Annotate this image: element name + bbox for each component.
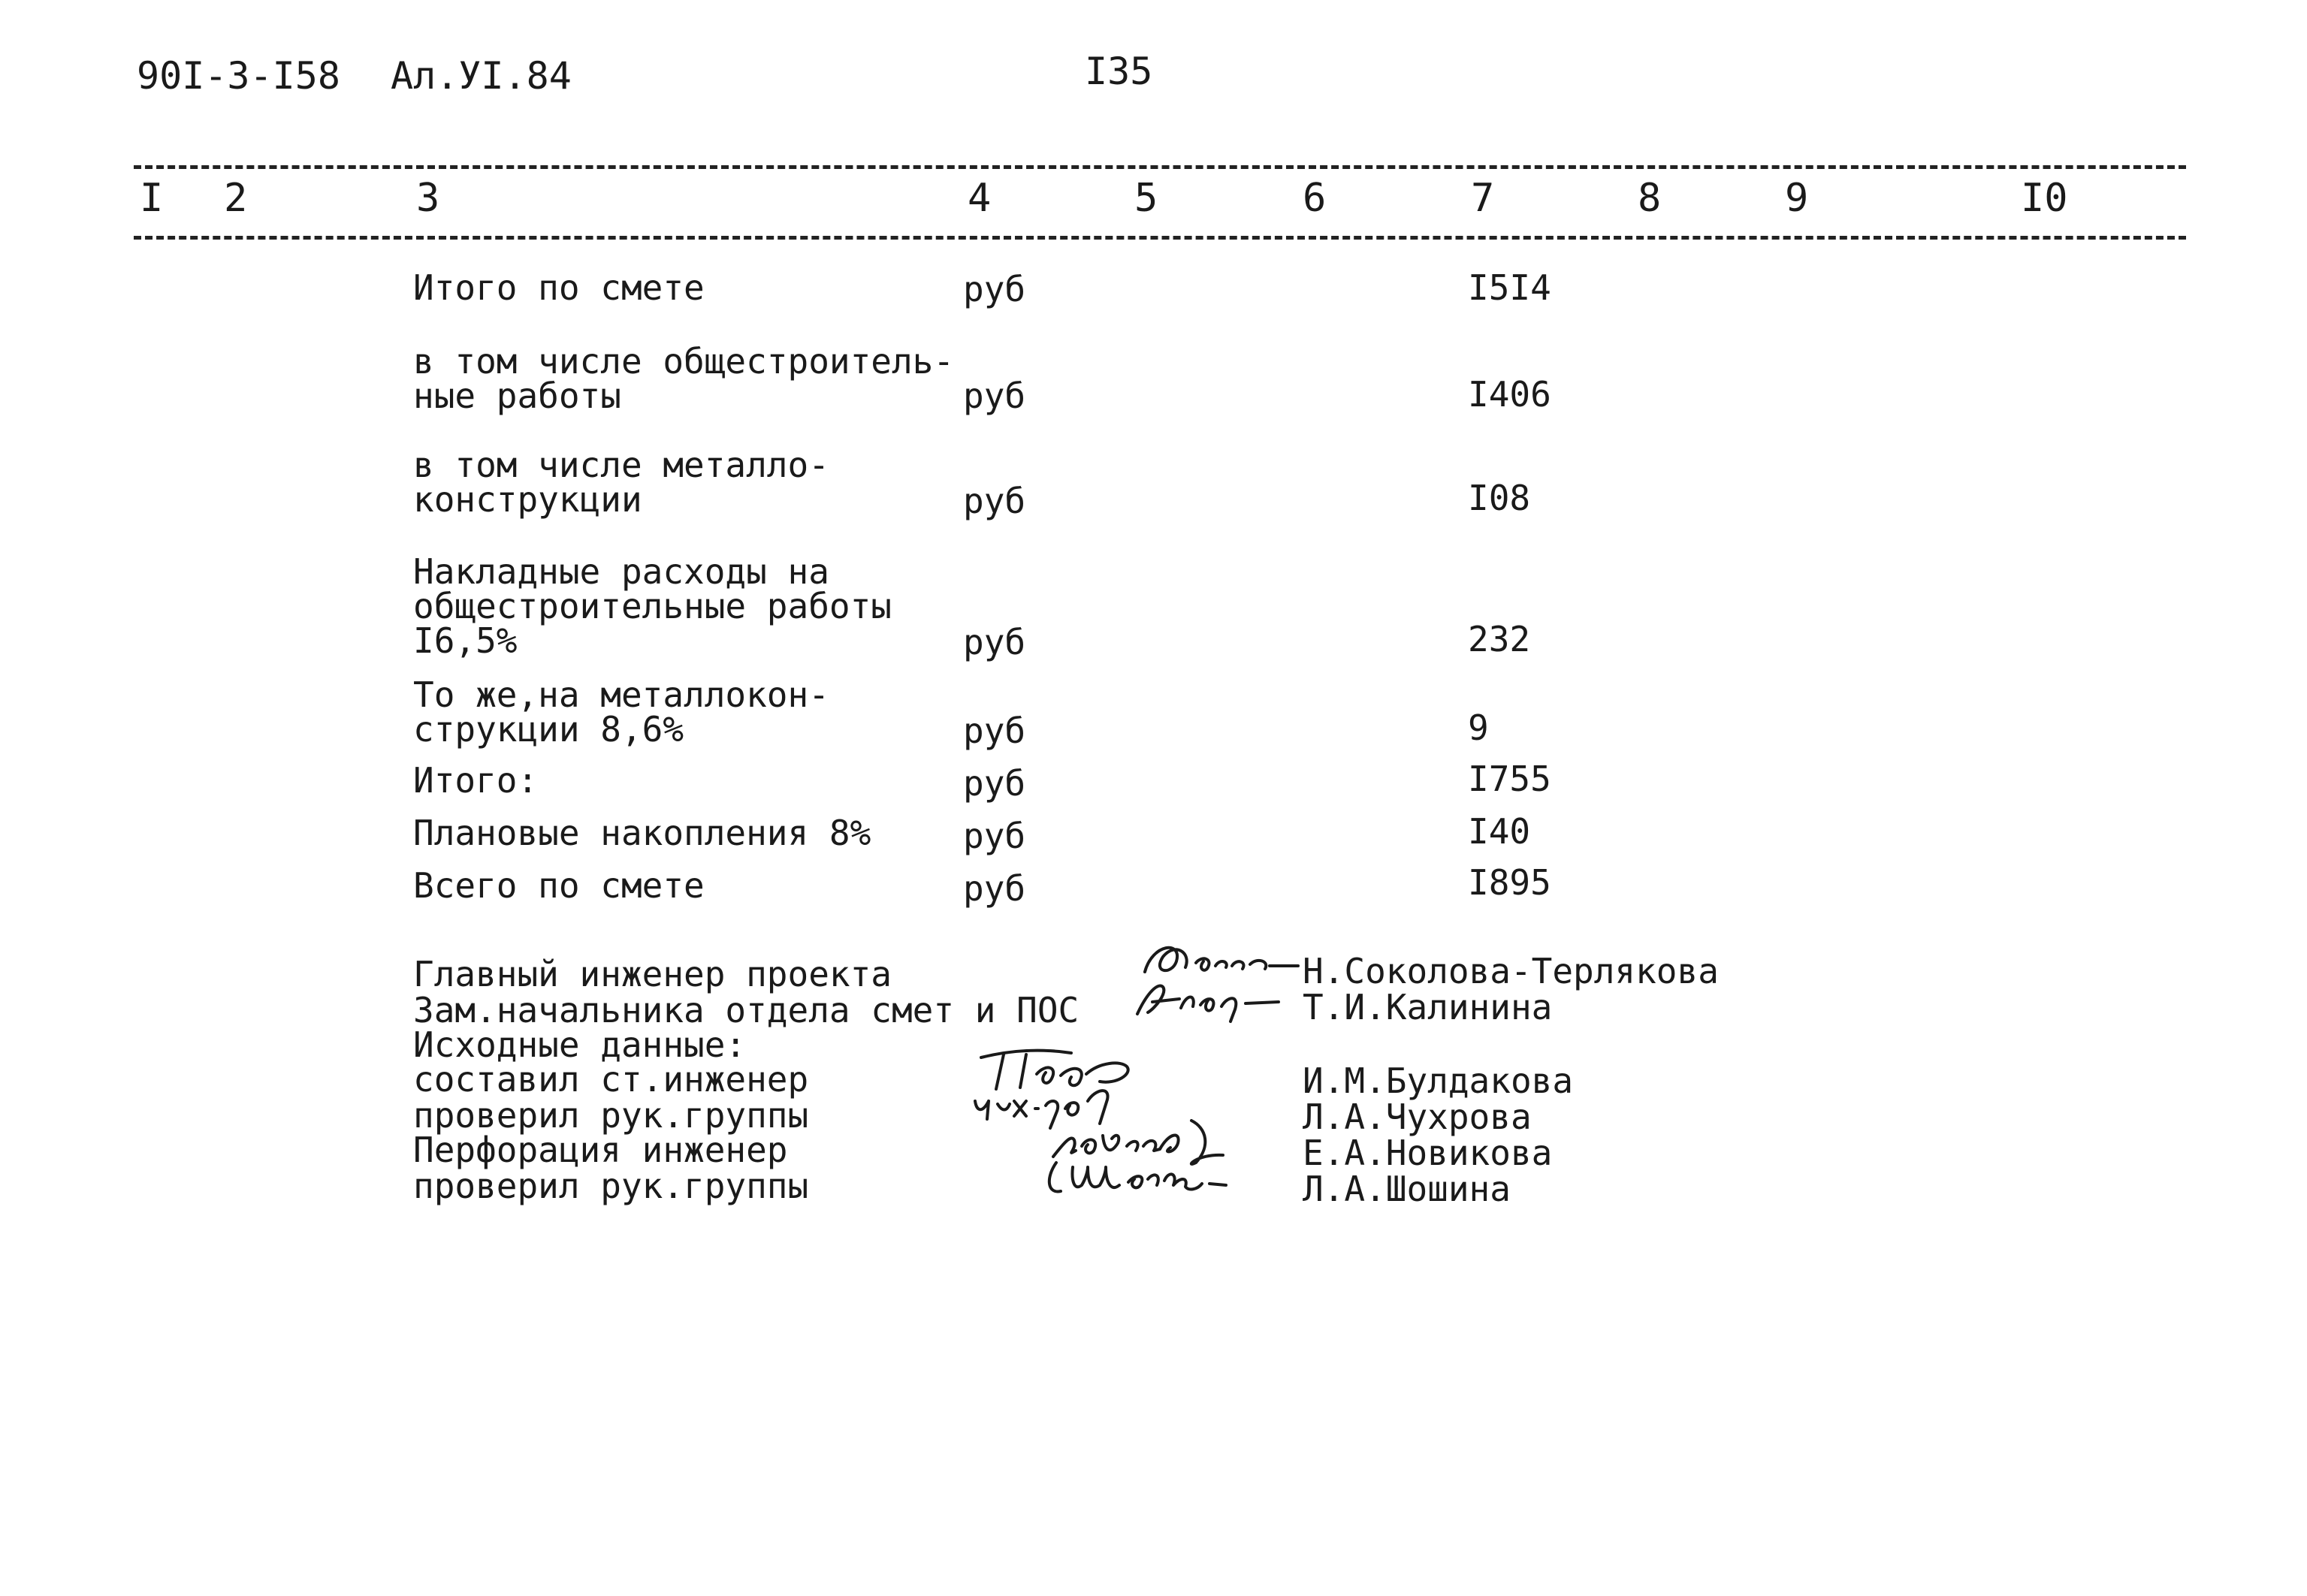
- row-value: I895: [1468, 862, 1551, 903]
- row-unit: руб: [963, 622, 1026, 662]
- signer-name: И.М.Булдакова: [1303, 1060, 1574, 1101]
- signer-role: Главный инженер проекта: [413, 954, 892, 994]
- row-unit: руб: [963, 816, 1026, 856]
- signer-name: Е.А.Новикова: [1303, 1133, 1553, 1173]
- page-number: I35: [1085, 50, 1153, 93]
- row-value: I406: [1468, 374, 1551, 415]
- row-value: 9: [1468, 707, 1489, 748]
- column-number: 2: [224, 176, 248, 221]
- row-unit: руб: [963, 711, 1026, 751]
- signer-role: проверил рук.группы: [413, 1166, 809, 1206]
- row-value: I40: [1468, 811, 1531, 852]
- signer-role: составил ст.инженер: [413, 1059, 809, 1100]
- row-label: Всего по смете: [413, 865, 705, 906]
- document-code: 90I-3-I58: [137, 54, 340, 98]
- row-value: I755: [1468, 759, 1551, 799]
- column-number: 3: [416, 176, 440, 221]
- signer-name: Л.А.Чухрова: [1303, 1097, 1532, 1137]
- handwritten-signature: [1041, 1148, 1237, 1205]
- row-unit: руб: [963, 481, 1026, 521]
- album-number: Ал.УI.84: [391, 54, 572, 98]
- row-unit: руб: [963, 269, 1026, 309]
- column-number: 4: [968, 176, 992, 221]
- column-number: 7: [1471, 176, 1495, 221]
- signer-role: Исходные данные:: [413, 1024, 747, 1065]
- row-value: 232: [1468, 619, 1531, 659]
- signer-role: Зам.начальника отдела смет и ПОС: [413, 990, 1080, 1030]
- row-label: Плановые накопления 8%: [413, 813, 871, 853]
- signer-name: Л.А.Шошина: [1303, 1169, 1511, 1209]
- row-label: в том числе общестроитель- ные работы: [413, 341, 955, 416]
- row-unit: руб: [963, 763, 1026, 804]
- column-number: 8: [1638, 176, 1662, 221]
- column-number: 5: [1134, 176, 1158, 221]
- row-label: То же,на металлокон- струкции 8,6%: [413, 674, 829, 750]
- column-number: I: [140, 176, 164, 221]
- signer-role: проверил рук.группы: [413, 1095, 809, 1136]
- row-unit: руб: [963, 376, 1026, 416]
- row-unit: руб: [963, 868, 1026, 909]
- table-top-rule: [134, 165, 2186, 169]
- signer-role: Перфорация инженер: [413, 1130, 788, 1170]
- row-label: в том числе металло- конструкции: [413, 445, 829, 520]
- table-header-rule: [134, 236, 2186, 240]
- row-label: Итого:: [413, 760, 539, 801]
- row-label: Накладные расходы на общестроительные работы I6,5%: [413, 551, 892, 661]
- signer-name: Т.И.Калинина: [1303, 987, 1553, 1027]
- signer-name: Н.Соколова-Терлякова: [1303, 951, 1719, 991]
- row-label: Итого по смете: [413, 267, 705, 308]
- column-number: 6: [1303, 176, 1327, 221]
- column-number: 9: [1785, 176, 1809, 221]
- handwritten-signature: [1133, 975, 1283, 1024]
- row-value: I5I4: [1468, 267, 1551, 308]
- row-value: I08: [1468, 478, 1531, 518]
- column-number: I0: [2021, 176, 2068, 221]
